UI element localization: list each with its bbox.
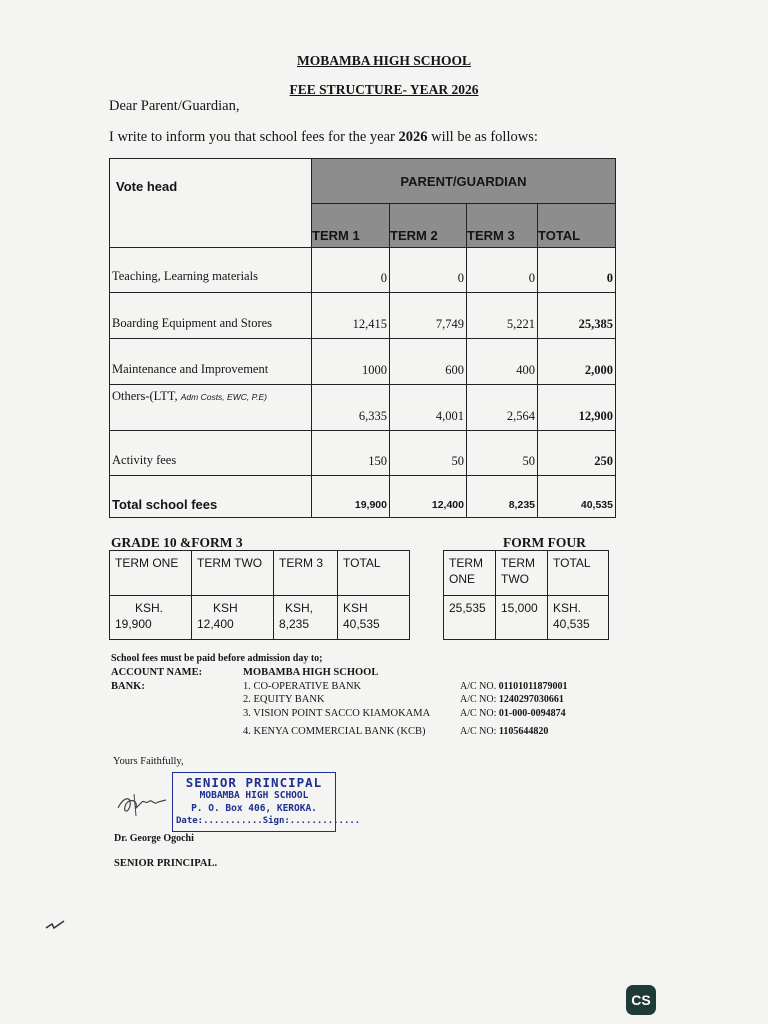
fee-table <box>109 158 616 518</box>
stamp-line: Date:...........Sign:............. <box>176 816 361 826</box>
bank-account <box>460 726 548 737</box>
cell-total: 250 <box>538 431 616 476</box>
signature-icon <box>114 790 176 820</box>
stamp-line: SENIOR PRINCIPAL <box>185 775 323 790</box>
grade10-header: TERM TWO <box>192 551 274 596</box>
signatory-name: Dr. George Ogochi <box>114 833 194 844</box>
cell-line: ONE <box>449 572 476 586</box>
cell-line: KSH <box>213 601 238 615</box>
table-row <box>110 431 616 476</box>
cell-line: KSH, <box>285 601 314 615</box>
bank-account <box>460 708 566 719</box>
cell-total: 25,385 <box>538 293 616 339</box>
cell: 150 <box>312 431 390 476</box>
bank-label: BANK: <box>111 681 145 692</box>
account-name: MOBAMBA HIGH SCHOOL <box>243 667 379 678</box>
form4-header <box>444 551 496 596</box>
signatory-role: SENIOR PRINCIPAL. <box>114 858 218 869</box>
grade10-cell <box>274 596 338 640</box>
form4-title: FORM FOUR <box>503 535 586 550</box>
form4-cell <box>548 596 609 640</box>
ac-label: A/C NO: <box>460 694 497 705</box>
pen-mark-icon <box>44 918 68 932</box>
form4-header <box>496 551 548 596</box>
row-label-note: Adm Costs, EWC, P.E) <box>180 392 268 402</box>
cell-total: 12,400 <box>390 476 467 518</box>
cell-line: 15,000 <box>501 601 538 615</box>
cell-total: 12,900 <box>538 385 616 431</box>
payment-note: School fees must be paid before admission day to; <box>111 653 323 664</box>
salutation: Dear Parent/Guardian, <box>109 98 240 114</box>
ac-number: 1105644820 <box>498 726 549 737</box>
cell: 5,221 <box>467 293 538 339</box>
cell-total: 19,900 <box>312 476 390 518</box>
cell: 600 <box>390 339 467 385</box>
bank-account <box>460 694 564 705</box>
cell-line: 40,535 <box>553 617 590 631</box>
form4-header <box>548 551 609 596</box>
cell: 1000 <box>312 339 390 385</box>
ac-label: A/C NO. <box>460 681 497 692</box>
vote-head-header: Vote head <box>110 159 312 248</box>
bank-name: 1. CO-OPERATIVE BANK <box>243 681 362 692</box>
cell-total: 2,000 <box>538 339 616 385</box>
row-label: Activity fees <box>110 431 312 476</box>
row-label: Teaching, Learning materials <box>110 248 312 293</box>
table-row <box>110 248 616 293</box>
col-term-3: TERM 3 <box>467 204 538 248</box>
form4-cell <box>496 596 548 640</box>
grade10-header: TERM ONE <box>110 551 192 596</box>
cell-total: 8,235 <box>467 476 538 518</box>
col-term-1: TERM 1 <box>312 204 390 248</box>
cell: 6,335 <box>312 385 390 431</box>
cell: 4,001 <box>390 385 467 431</box>
cell: 0 <box>467 248 538 293</box>
intro-text <box>109 129 538 146</box>
camscanner-logo: CS <box>626 985 656 1015</box>
bank-name: 4. KENYA COMMERCIAL BANK (KCB) <box>243 726 426 737</box>
parent-guardian-header: PARENT/GUARDIAN <box>312 159 616 204</box>
bank-name: 2. EQUITY BANK <box>243 694 325 705</box>
table-row <box>110 293 616 339</box>
cell: 50 <box>390 431 467 476</box>
cell-line: TERM <box>501 556 535 570</box>
school-name: MOBAMBA HIGH SCHOOL <box>296 53 472 68</box>
cell-line: KSH. <box>553 601 582 615</box>
bank-account <box>460 681 568 692</box>
cell-line: 8,235 <box>279 617 310 631</box>
account-label: ACCOUNT NAME: <box>111 667 203 678</box>
row-label <box>110 385 312 431</box>
official-stamp <box>172 772 361 832</box>
total-label: Total school fees <box>110 476 312 518</box>
grade10-cell <box>338 596 410 640</box>
col-term-2: TERM 2 <box>390 204 467 248</box>
intro-post: will be as follows: <box>427 129 538 145</box>
form4-table <box>443 550 609 640</box>
row-label: Boarding Equipment and Stores <box>110 293 312 339</box>
cell-line: TERM <box>449 556 483 570</box>
stamp-line: P. O. Box 406, KEROKA. <box>191 803 317 814</box>
cell: 12,415 <box>312 293 390 339</box>
cell-total: 40,535 <box>538 476 616 518</box>
total-row <box>110 476 616 518</box>
cell-total: 0 <box>538 248 616 293</box>
yours-faithfully: Yours Faithfully, <box>113 756 184 767</box>
cell: 400 <box>467 339 538 385</box>
cell-line: 12,400 <box>197 617 234 631</box>
cell-line: KSH <box>343 601 368 615</box>
bank-name: 3. VISION POINT SACCO KIAMOKAMA <box>243 708 431 719</box>
stamp-line: MOBAMBA HIGH SCHOOL <box>199 790 309 801</box>
grade10-title: GRADE 10 &FORM 3 <box>111 535 243 550</box>
cell: 2,564 <box>467 385 538 431</box>
grade10-cell <box>110 596 192 640</box>
ac-label: A/C NO: <box>460 708 497 719</box>
ac-label: A/C NO: <box>460 726 497 737</box>
table-row <box>110 339 616 385</box>
row-label: Maintenance and Improvement <box>110 339 312 385</box>
cell-line: TWO <box>501 572 529 586</box>
document-title: FEE STRUCTURE- YEAR 2026 <box>289 82 479 97</box>
intro-pre: I write to inform you that school fees for the year <box>109 129 399 145</box>
grade10-cell <box>192 596 274 640</box>
grade10-table <box>109 550 410 640</box>
cell: 0 <box>312 248 390 293</box>
cell: 0 <box>390 248 467 293</box>
table-row <box>110 385 616 431</box>
cell-line: 40,535 <box>343 617 380 631</box>
grade10-header: TOTAL <box>338 551 410 596</box>
grade10-header: TERM 3 <box>274 551 338 596</box>
cell-line: 25,535 <box>449 601 486 615</box>
form4-cell <box>444 596 496 640</box>
cell: 50 <box>467 431 538 476</box>
ac-number: 01101011879001 <box>498 681 568 692</box>
row-label-main: Others-(LTT, <box>112 389 181 403</box>
col-total: TOTAL <box>538 204 616 248</box>
cell-line: TOTAL <box>553 556 591 570</box>
intro-year: 2026 <box>398 129 428 145</box>
cell-line: 19,900 <box>115 617 152 631</box>
ac-number: 1240297030661 <box>498 694 564 705</box>
ac-number: 01-000-0094874 <box>498 708 566 719</box>
cell-line: KSH. <box>135 601 164 615</box>
cell: 7,749 <box>390 293 467 339</box>
